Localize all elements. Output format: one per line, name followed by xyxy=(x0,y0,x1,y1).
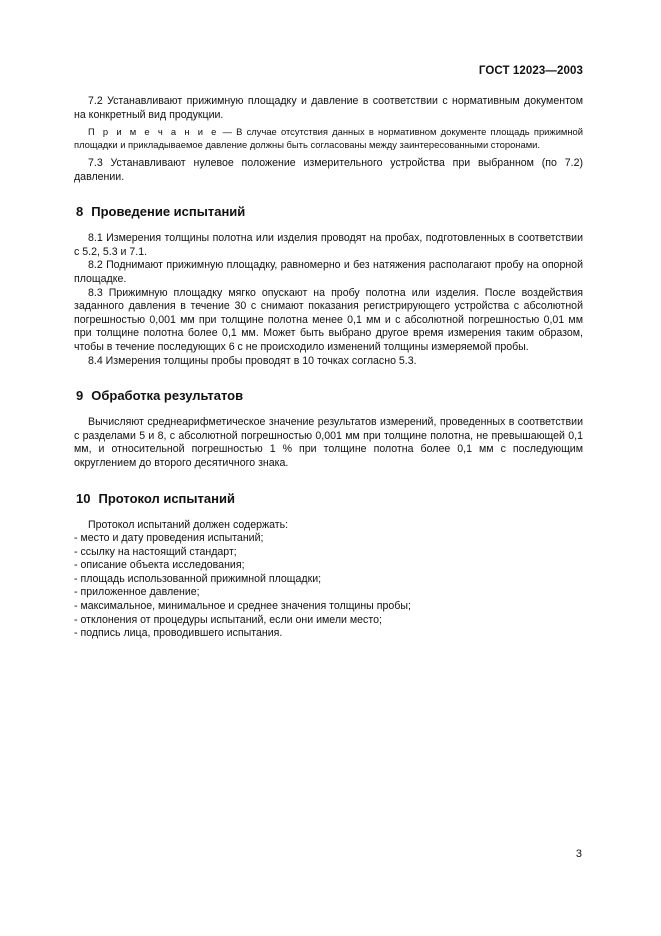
list-item: - отклонения от процедуры испытаний, если они имели место; xyxy=(74,613,382,626)
list-item: - ссылку на настоящий стандарт; xyxy=(74,545,237,558)
section-9-title: Обработка результатов xyxy=(91,388,244,404)
paragraph-8-1: 8.1 Измерения толщины полотна или изделия проводят на пробах, подготовленных в соответствии с 5.2, 5.3 и 7.1. xyxy=(74,232,583,258)
paragraph-9: Вычисляют среднеарифметическое значение результатов измерений, проведенных в соответствии с разделами 5 и 8, с абсолютной погрешностью 0,001 мм при толщине полотна, не превышающей 0,1 мм, и относительной погрешностью 1 % при толщине полотна более 0,1 мм с последующим округлением до второго десятичного знака. xyxy=(74,416,583,469)
paragraph-7-2: 7.2 Устанавливают прижимную площадку и давление в соответствии с нормативным документом на конкретный вид продукции. xyxy=(74,95,583,121)
list-item: - место и дату проведения испытаний; xyxy=(74,532,264,545)
page-number: 3 xyxy=(575,848,582,860)
list-item: - описание объекта исследования; xyxy=(74,559,245,572)
section-9-heading xyxy=(74,388,583,404)
section-9-number: 9 xyxy=(76,388,84,404)
section-8-title: Проведение испытаний xyxy=(91,204,246,220)
paragraph-8-3: 8.3 Прижимную площадку мягко опускают на пробу полотна или изделия. После воздействия заданного давления в течение 30 с снимают показания регистрирующего устройства с абсолютной погрешностью 0,001 мм при толщине полотна менее 0,1 мм и с абсолютной погрешностью 0,01 мм при толщине полотна более 0,1 мм. Может быть выбрано другое время измерения таким образом, чтобы в течение последующих 6 с не происходило изменений толщины измеряемой пробы. xyxy=(74,286,583,353)
paragraph-8-4: 8.4 Измерения толщины пробы проводят в 10 точках согласно 5.3. xyxy=(88,354,417,367)
note-text: — В случае отсутствия данных в нормативном документе площадь прижимной площадки и прикладываемое давление должны быть согласованы между заинтересованными сторонами. xyxy=(74,126,583,150)
paragraph-8-2: 8.2 Поднимают прижимную площадку, равномерно и без натяжения располагают пробу на опорной площадке. xyxy=(74,259,583,285)
section-10-number: 10 xyxy=(76,490,91,506)
note xyxy=(74,126,583,151)
document-id-header: ГОСТ 12023—2003 xyxy=(478,65,583,77)
protocol-contents-list xyxy=(74,532,583,641)
paragraph-7-3: 7.3 Устанавливают нулевое положение измерительного устройства при выбранном (по 7.2) давлении. xyxy=(74,157,583,183)
section-8-heading xyxy=(74,204,583,220)
document-body xyxy=(74,95,583,641)
list-item: - приложенное давление; xyxy=(74,586,200,599)
section-10-intro: Протокол испытаний должен содержать: xyxy=(88,518,289,531)
list-item: - максимальное, минимальное и среднее значения толщины пробы; xyxy=(74,600,411,613)
section-10-title: Протокол испытаний xyxy=(98,490,235,506)
section-8-number: 8 xyxy=(76,204,84,220)
list-item: - подпись лица, проводившего испытания. xyxy=(74,627,283,640)
note-label: П р и м е ч а н и е xyxy=(88,126,219,138)
list-item: - площадь использованной прижимной площадки; xyxy=(74,572,322,585)
section-10-heading xyxy=(74,491,583,507)
